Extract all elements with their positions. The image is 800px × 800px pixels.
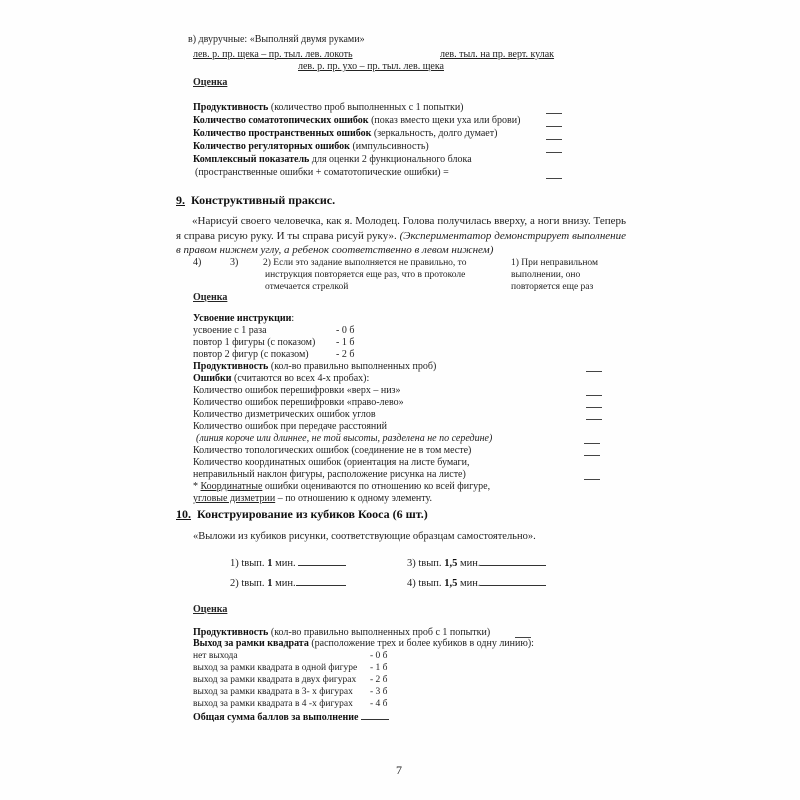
page-number: 7 [396,763,402,777]
errors-heading: Ошибки (считаются во всех 4-х пробах): [193,373,370,384]
section-9-heading: 9. Конструктивный праксис. [176,193,336,207]
figure-1-note: 1) При неправильном выполнении, оно повторяется еще раз [511,258,599,292]
instruction-points: - 1 б [336,337,355,348]
error-item: Количество координатных ошибок (ориентация на листе бумаги, [193,457,470,468]
score-item: Количество регуляторных ошибок (импульсивность) [193,141,429,152]
score-item: Количество соматотопических ошибок (показ вместо щеки уха или брови) [193,115,521,126]
section-10-heading: 10. Конструирование из кубиков Кооса (6 шт.) [176,507,428,521]
exit-points: - 4 б [370,699,388,709]
score-item: Продуктивность (количество проб выполненных с 1 попытки) [193,102,464,113]
instruction-level: повтор 2 фигур (с показом) [193,349,309,360]
exit-level: выход за рамки квадрата в одной фигуре [193,663,358,673]
exit-points: - 3 б [370,687,388,697]
score-heading: Оценка [193,77,228,88]
answer-blank[interactable] [546,126,562,127]
trial-2: 2) tвып. 1 мин. [230,576,346,590]
answer-blank[interactable] [584,479,600,480]
time-blank[interactable] [480,576,546,586]
error-item: Количество дизметрических ошибок углов [193,409,376,420]
instruction-heading: Усвоение инструкции: [193,313,295,324]
total-score: Общая сумма баллов за выполнение [193,710,389,724]
error-item: Количество ошибок при передаче расстояний [193,421,387,432]
exit-heading: Выход за рамки квадрата (расположение трех и более кубиков в одну линию): [193,638,534,649]
time-blank[interactable] [298,556,346,566]
complex-formula: (пространственные ошибки + соматотопические ошибки) = [195,167,449,178]
instruction-points: - 0 б [336,325,355,336]
figure-4-label: 4) [193,257,202,268]
answer-blank[interactable] [584,443,600,444]
score-item: Комплексный показатель для оценки 2 функционального блока [193,154,472,165]
exit-points: - 0 б [370,651,388,661]
bimanual-intro: в) двуручные: «Выполняй двумя руками» [188,34,365,45]
answer-blank[interactable] [586,371,602,372]
exit-points: - 2 б [370,675,388,685]
trial-3: 3) tвып. 1,5 мин. [407,556,546,570]
trial-4: 4) tвып. 1,5 мин. [407,576,546,590]
trial-1: 1) tвып. 1 мин. [230,556,346,570]
time-blank[interactable] [296,576,346,586]
exit-level: выход за рамки квадрата в 4 -х фигурах [193,699,353,709]
answer-blank[interactable] [546,139,562,140]
instruction-level: усвоение с 1 раза [193,325,267,336]
answer-blank[interactable] [546,152,562,153]
score-heading: Оценка [193,292,228,303]
exit-level: выход за рамки квадрата в 3- х фигурах [193,687,353,697]
answer-blank[interactable] [546,178,562,179]
answer-blank[interactable] [584,455,600,456]
productivity-item: Продуктивность (кол-во правильно выполненных проб) [193,361,437,372]
time-blank[interactable] [480,556,546,566]
instruction-level: повтор 1 фигуры (с показом) [193,337,316,348]
error-item: Количество ошибок перешифровки «верх – низ» [193,385,401,396]
footnote: * Координатные ошибки оцениваются по отношению ко всей фигуре, [193,481,491,492]
score-item: Количество пространственных ошибок (зеркальность, долго думает) [193,128,498,139]
distance-note: (линия короче или длиннее, не той высоты, разделена не по середине) [196,433,493,444]
figure-2-note: 2) Если это задание выполняется не правильно, то инструкция повторяется еще раз, что в протоколе отмечается стрелкой [263,258,467,292]
instruction-points: - 2 б [336,349,355,360]
total-blank[interactable] [361,710,389,720]
sequence-1: лев. р. пр. щека – пр. тыл. лев. локоть [193,49,353,60]
section-10-instruction: «Выложи из кубиков рисунки, соответствующие образцам самостоятельно». [193,531,536,542]
error-item: Количество ошибок перешифровки «право-лево» [193,397,404,408]
exit-points: - 1 б [370,663,388,673]
section-9-instruction: «Нарисуй своего человечка, как я. Молодец. Голова получилась вверху, а ноги внизу. Теперь я справа рисую руку. И ты справа рисуй руку». (Экспериментатор демонстрирует выполнение в правом нижнем углу, а ребенок соответственно в левом нижнем) [176,215,627,256]
exit-level: нет выхода [193,651,238,661]
error-item: Количество топологических ошибок (соединение не в том месте) [193,445,472,456]
sequence-3: лев. р. пр. ухо – пр. тыл. лев. щека [298,61,444,72]
footnote: угловые дизметрии – по отношению к одному элементу. [193,493,432,504]
exit-level: выход за рамки квадрата в двух фигурах [193,675,357,685]
answer-blank[interactable] [586,407,602,408]
answer-blank[interactable] [546,113,562,114]
figure-3-label: 3) [230,257,239,268]
sequence-2: лев. тыл. на пр. верт. кулак [440,49,555,60]
answer-blank[interactable] [586,419,602,420]
score-heading: Оценка [193,604,228,615]
answer-blank[interactable] [586,395,602,396]
error-item-cont: неправильный наклон фигуры, расположение рисунка на листе) [193,469,466,480]
productivity-item: Продуктивность (кол-во правильно выполненных проб с 1 попытки) [193,627,491,638]
